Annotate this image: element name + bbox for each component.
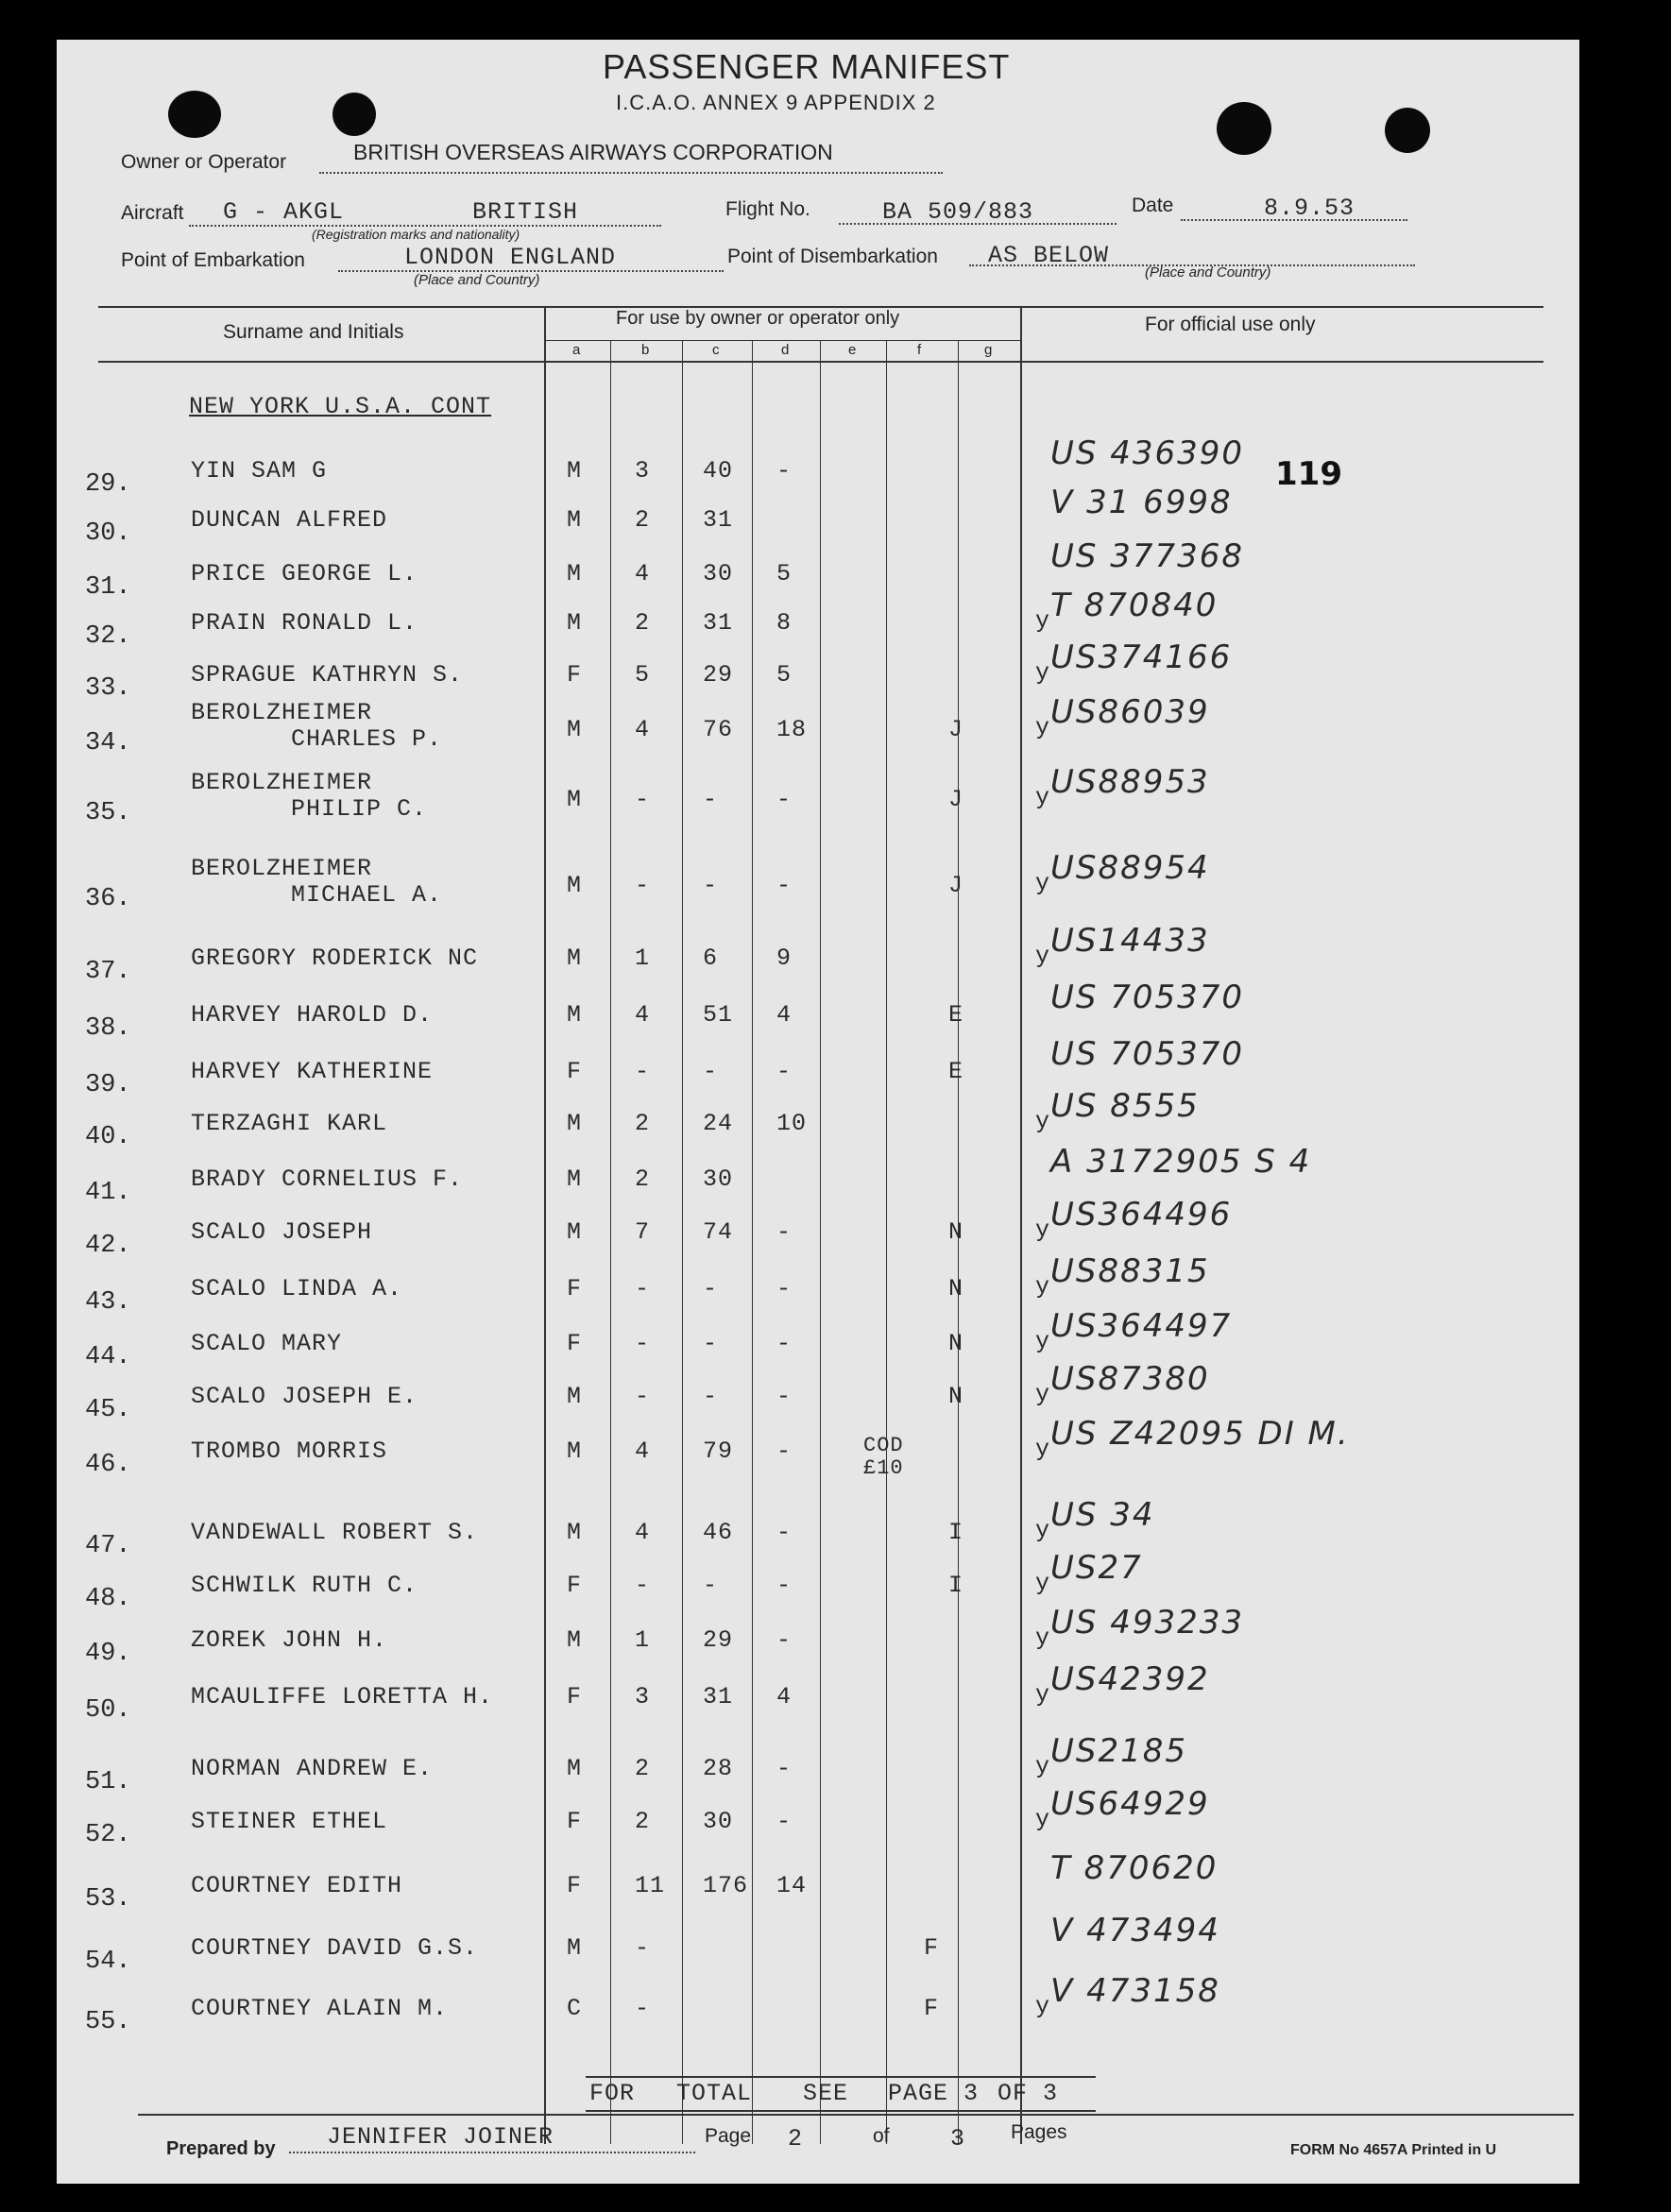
aircraft-line: [189, 225, 661, 227]
cell-a: M: [567, 1626, 583, 1654]
embark-line: [338, 270, 724, 272]
punch-hole: [168, 91, 221, 138]
col-rule: [1020, 306, 1022, 2144]
cell-y-mark: y: [1035, 714, 1051, 741]
page-title: PASSENGER MANIFEST: [603, 47, 1011, 86]
cell-a: F: [567, 1683, 583, 1710]
date-value: 8.9.53: [1264, 195, 1356, 222]
page-stamp-number: 119: [1275, 455, 1342, 493]
cell-g: J: [948, 716, 964, 743]
row-number: 36.: [85, 885, 131, 913]
total-row-top: [586, 2076, 1096, 2078]
cell-c: 24: [703, 1110, 734, 1137]
cell-b: 7: [635, 1218, 651, 1246]
cell-c: 79: [703, 1438, 734, 1465]
official-handwritten-number: US 705370: [1050, 978, 1245, 1016]
row-number: 48.: [85, 1585, 131, 1613]
cell-b: 4: [635, 1438, 651, 1465]
total-row-cell: OF 3: [997, 2080, 1059, 2107]
table-header-bottom: [98, 361, 1543, 363]
cell-y-mark: y: [1035, 1273, 1051, 1301]
cell-a: F: [567, 1808, 583, 1835]
passenger-name: BEROLZHEIMER: [191, 855, 373, 882]
official-handwritten-number: US64929: [1050, 1785, 1210, 1823]
cell-c: -: [703, 786, 719, 813]
row-number: 40.: [85, 1123, 131, 1151]
operator-subheader-line: [546, 340, 1022, 341]
row-number: 53.: [85, 1885, 131, 1914]
row-number: 35.: [85, 799, 131, 827]
cell-a: M: [567, 1519, 583, 1546]
total-row-cell: FOR: [589, 2080, 636, 2107]
cell-b: 11: [635, 1872, 666, 1899]
cell-d: 5: [776, 560, 793, 587]
official-handwritten-number: US88953: [1050, 763, 1210, 801]
cell-a: F: [567, 1058, 583, 1085]
total-row-cell: SEE: [803, 2080, 849, 2107]
cell-b: -: [635, 1275, 651, 1302]
cell-a: M: [567, 1110, 583, 1137]
passenger-name-line2: PHILIP C.: [291, 795, 428, 823]
cell-a: M: [567, 1438, 583, 1465]
passenger-name: YIN SAM G: [191, 457, 328, 485]
col-official-header: For official use only: [1145, 314, 1316, 335]
row-number: 37.: [85, 958, 131, 986]
total-row-cell: TOTAL: [676, 2080, 753, 2107]
cell-d: 10: [776, 1110, 808, 1137]
col-rule: [682, 340, 683, 2144]
cell-c: 29: [703, 1626, 734, 1654]
passenger-name: TROMBO MORRIS: [191, 1438, 388, 1465]
total-row-cell: PAGE 3: [888, 2080, 980, 2107]
col-rule: [820, 340, 821, 2144]
section-heading: NEW YORK U.S.A. CONT: [189, 393, 492, 420]
cell-y-mark: y: [1035, 1517, 1051, 1544]
passenger-name: MCAULIFFE LORETTA H.: [191, 1683, 494, 1710]
official-handwritten-number: US364496: [1050, 1196, 1233, 1234]
cell-c: 30: [703, 1808, 734, 1835]
cell-b: 2: [635, 1755, 651, 1782]
official-handwritten-number: US 8555: [1050, 1087, 1200, 1125]
passenger-name: PRICE GEORGE L.: [191, 560, 418, 587]
owner-label: Owner or Operator: [121, 151, 287, 173]
total-row-bottom: [586, 2110, 1096, 2112]
date-line: [1181, 219, 1407, 221]
official-handwritten-number: US27: [1050, 1549, 1143, 1587]
official-handwritten-number: T 870620: [1050, 1849, 1219, 1887]
cell-c: 40: [703, 457, 734, 485]
cell-d: -: [776, 1275, 793, 1302]
row-number: 55.: [85, 2008, 131, 2036]
cell-c: -: [703, 1383, 719, 1410]
official-handwritten-number: US88954: [1050, 849, 1210, 887]
subcol-label-c: c: [712, 342, 720, 358]
col-operator-header: For use by owner or operator only: [616, 308, 900, 329]
cell-g: N: [948, 1275, 964, 1302]
cell-a: M: [567, 1218, 583, 1246]
row-number: 44.: [85, 1343, 131, 1371]
cell-e-line2: £10: [863, 1456, 904, 1480]
row-number: 49.: [85, 1640, 131, 1668]
punch-hole: [332, 93, 376, 136]
pages-label: Pages: [1011, 2121, 1067, 2143]
passenger-name: SPRAGUE KATHRYN S.: [191, 661, 464, 689]
manifest-sheet: [57, 40, 1579, 2184]
row-number: 46.: [85, 1451, 131, 1479]
cell-d: -: [776, 1572, 793, 1599]
passenger-name: SCALO JOSEPH: [191, 1218, 373, 1246]
official-handwritten-number: US364497: [1050, 1307, 1233, 1345]
cell-a: M: [567, 786, 583, 813]
cell-c: -: [703, 1330, 719, 1357]
cell-y-mark: y: [1035, 1753, 1051, 1780]
cell-a: M: [567, 1934, 583, 1962]
official-handwritten-number: V 473494: [1050, 1912, 1220, 1949]
cell-a: F: [567, 1275, 583, 1302]
subcol-label-b: b: [641, 342, 650, 358]
cell-b: -: [635, 872, 651, 899]
cell-a: M: [567, 716, 583, 743]
prepared-label: Prepared by: [166, 2138, 276, 2159]
official-handwritten-number: US87380: [1050, 1360, 1210, 1398]
row-number: 38.: [85, 1014, 131, 1043]
row-number: 34.: [85, 729, 131, 757]
col-rule: [752, 340, 753, 2144]
cell-y-mark: y: [1035, 659, 1051, 687]
cell-a: M: [567, 1755, 583, 1782]
cell-d: -: [776, 786, 793, 813]
cell-b: 5: [635, 661, 651, 689]
passenger-name: NORMAN ANDREW E.: [191, 1755, 434, 1782]
cell-d: 4: [776, 1683, 793, 1710]
cell-e: COD: [863, 1434, 904, 1457]
cell-a: F: [567, 1872, 583, 1899]
passenger-name: STEINER ETHEL: [191, 1808, 388, 1835]
prepared-line: [289, 2152, 695, 2153]
cell-c: 29: [703, 661, 734, 689]
cell-b: -: [635, 1058, 651, 1085]
cell-y-mark: y: [1035, 1108, 1051, 1135]
official-handwritten-number: US Z42095 DI M.: [1050, 1415, 1350, 1453]
flight-line: [839, 223, 1117, 225]
passenger-name: COURTNEY EDITH: [191, 1872, 403, 1899]
row-number: 45.: [85, 1396, 131, 1424]
row-number: 39.: [85, 1071, 131, 1099]
cell-d: -: [776, 1519, 793, 1546]
cell-a: F: [567, 1330, 583, 1357]
cell-a: F: [567, 661, 583, 689]
row-number: 29.: [85, 470, 131, 499]
cell-a: M: [567, 560, 583, 587]
cell-f: F: [924, 1995, 940, 2022]
cell-d: 14: [776, 1872, 808, 1899]
cell-b: 2: [635, 1110, 651, 1137]
passenger-name: SCALO MARY: [191, 1330, 343, 1357]
row-number: 50.: [85, 1696, 131, 1725]
official-handwritten-number: US14433: [1050, 922, 1210, 960]
page-label: Page: [705, 2125, 752, 2147]
subcol-label-f: f: [917, 342, 922, 358]
cell-a: M: [567, 457, 583, 485]
cell-y-mark: y: [1035, 1681, 1051, 1709]
owner-line: [319, 172, 943, 174]
cell-b: 2: [635, 609, 651, 637]
passenger-name-line2: CHARLES P.: [291, 725, 443, 753]
col-rule: [610, 340, 611, 2144]
passenger-name: ZOREK JOHN H.: [191, 1626, 388, 1654]
cell-d: -: [776, 1755, 793, 1782]
flight-label: Flight No.: [725, 198, 810, 220]
cell-d: 4: [776, 1001, 793, 1029]
cell-c: 30: [703, 1166, 734, 1193]
cell-a: F: [567, 1572, 583, 1599]
cell-b: -: [635, 1934, 651, 1962]
cell-c: 30: [703, 560, 734, 587]
cell-d: 8: [776, 609, 793, 637]
cell-d: -: [776, 1218, 793, 1246]
cell-a: M: [567, 506, 583, 534]
row-number: 30.: [85, 519, 131, 548]
cell-d: -: [776, 872, 793, 899]
passenger-name: HARVEY HAROLD D.: [191, 1001, 434, 1029]
passenger-name: BEROLZHEIMER: [191, 699, 373, 726]
cell-b: 2: [635, 506, 651, 534]
cell-c: -: [703, 1275, 719, 1302]
cell-c: 76: [703, 716, 734, 743]
form-number: FORM No 4657A Printed in U: [1290, 2142, 1497, 2158]
official-handwritten-number: US42392: [1050, 1660, 1210, 1698]
cell-c: 31: [703, 609, 734, 637]
cell-b: 4: [635, 1001, 651, 1029]
col-rule: [544, 306, 546, 2144]
cell-a: M: [567, 944, 583, 972]
passenger-name: VANDEWALL ROBERT S.: [191, 1519, 479, 1546]
cell-g: I: [948, 1519, 964, 1546]
cell-d: -: [776, 1438, 793, 1465]
cell-c: 31: [703, 506, 734, 534]
cell-d: 9: [776, 944, 793, 972]
subcol-label-g: g: [984, 342, 993, 358]
flight-value: BA 509/883: [882, 198, 1034, 226]
cell-b: -: [635, 1572, 651, 1599]
cell-c: 28: [703, 1755, 734, 1782]
cell-y-mark: y: [1035, 1217, 1051, 1244]
passenger-name-line2: MICHAEL A.: [291, 881, 443, 909]
cell-a: M: [567, 1001, 583, 1029]
official-handwritten-number: A 3172905 S 4: [1050, 1143, 1312, 1181]
cell-d: -: [776, 1626, 793, 1654]
page-value: 2: [788, 2125, 804, 2152]
cell-y-mark: y: [1035, 1993, 1051, 2020]
cell-d: -: [776, 1808, 793, 1835]
cell-d: -: [776, 1383, 793, 1410]
cell-b: 2: [635, 1166, 651, 1193]
cell-b: -: [635, 786, 651, 813]
col-surname-header: Surname and Initials: [223, 321, 404, 343]
cell-d: -: [776, 1058, 793, 1085]
cell-y-mark: y: [1035, 1806, 1051, 1833]
cell-g: N: [948, 1383, 964, 1410]
official-handwritten-number: US 493233: [1050, 1604, 1245, 1642]
official-handwritten-number: US374166: [1050, 638, 1233, 676]
cell-y-mark: y: [1035, 1570, 1051, 1597]
disembark-label: Point of Disembarkation: [727, 246, 938, 267]
cell-a: M: [567, 1166, 583, 1193]
official-handwritten-number: US86039: [1050, 693, 1210, 731]
passenger-name: HARVEY KATHERINE: [191, 1058, 434, 1085]
cell-y-mark: y: [1035, 607, 1051, 635]
row-number: 42.: [85, 1232, 131, 1260]
subcol-label-e: e: [848, 342, 857, 358]
cell-b: 4: [635, 1519, 651, 1546]
punch-hole: [1385, 108, 1430, 153]
official-handwritten-number: V 473158: [1050, 1972, 1220, 2010]
cell-a: M: [567, 609, 583, 637]
cell-y-mark: y: [1035, 870, 1051, 897]
disembark-line: [969, 264, 1415, 266]
cell-b: -: [635, 1383, 651, 1410]
cell-g: E: [948, 1001, 964, 1029]
subcol-label-a: a: [572, 342, 581, 358]
cell-g: I: [948, 1572, 964, 1599]
cell-b: -: [635, 1330, 651, 1357]
cell-b: 2: [635, 1808, 651, 1835]
aircraft-nationality: BRITISH: [472, 198, 579, 226]
of-value: 3: [950, 2125, 966, 2152]
aircraft-value: G - AKGL: [223, 198, 345, 226]
cell-y-mark: y: [1035, 1381, 1051, 1408]
cell-c: -: [703, 1058, 719, 1085]
cell-y-mark: y: [1035, 1328, 1051, 1355]
cell-g: J: [948, 872, 964, 899]
punch-hole: [1217, 102, 1271, 155]
cell-c: 176: [703, 1872, 749, 1899]
official-handwritten-number: V 31 6998: [1050, 484, 1233, 521]
embark-label: Point of Embarkation: [121, 249, 305, 271]
official-handwritten-number: US 34: [1050, 1496, 1155, 1534]
cell-y-mark: y: [1035, 1625, 1051, 1652]
row-number: 43.: [85, 1288, 131, 1317]
cell-b: 1: [635, 944, 651, 972]
cell-a: M: [567, 1383, 583, 1410]
cell-b: 1: [635, 1626, 651, 1654]
passenger-name: PRAIN RONALD L.: [191, 609, 418, 637]
passenger-name: COURTNEY DAVID G.S.: [191, 1934, 479, 1962]
cell-c: 51: [703, 1001, 734, 1029]
passenger-name: SCALO JOSEPH E.: [191, 1383, 418, 1410]
cell-f: F: [924, 1934, 940, 1962]
cell-d: -: [776, 457, 793, 485]
cell-c: -: [703, 1572, 719, 1599]
cell-c: -: [703, 872, 719, 899]
passenger-name: GREGORY RODERICK NC: [191, 944, 479, 972]
cell-a: C: [567, 1995, 583, 2022]
passenger-name: DUNCAN ALFRED: [191, 506, 388, 534]
cell-g: E: [948, 1058, 964, 1085]
aircraft-label: Aircraft: [121, 202, 184, 224]
cell-g: N: [948, 1330, 964, 1357]
subcol-label-d: d: [781, 342, 790, 358]
row-number: 41.: [85, 1179, 131, 1207]
cell-c: 6: [703, 944, 719, 972]
passenger-name: SCALO LINDA A.: [191, 1275, 403, 1302]
official-handwritten-number: US 705370: [1050, 1035, 1245, 1073]
cell-b: 4: [635, 560, 651, 587]
cell-b: 3: [635, 1683, 651, 1710]
cell-c: 31: [703, 1683, 734, 1710]
owner-value: BRITISH OVERSEAS AIRWAYS CORPORATION: [353, 140, 833, 164]
row-number: 32.: [85, 622, 131, 651]
cell-b: 4: [635, 716, 651, 743]
embark-value: LONDON ENGLAND: [404, 244, 617, 271]
disembark-value: AS BELOW: [988, 242, 1110, 269]
passenger-name: SCHWILK RUTH C.: [191, 1572, 418, 1599]
prepared-value: JENNIFER JOINER: [327, 2123, 554, 2151]
cell-b: 3: [635, 457, 651, 485]
aircraft-note: (Registration marks and nationality): [312, 227, 520, 242]
official-handwritten-number: US 436390: [1050, 434, 1245, 472]
row-number: 47.: [85, 1532, 131, 1560]
passenger-name: COURTNEY ALAIN M.: [191, 1995, 449, 2022]
cell-d: 18: [776, 716, 808, 743]
row-number: 51.: [85, 1768, 131, 1796]
page-subtitle: I.C.A.O. ANNEX 9 APPENDIX 2: [616, 91, 936, 114]
row-number: 54.: [85, 1948, 131, 1976]
cell-c: 46: [703, 1519, 734, 1546]
cell-b: -: [635, 1995, 651, 2022]
passenger-name: TERZAGHI KARL: [191, 1110, 388, 1137]
passenger-name: BRADY CORNELIUS F.: [191, 1166, 464, 1193]
cell-y-mark: y: [1035, 1436, 1051, 1463]
cell-y-mark: y: [1035, 784, 1051, 811]
cell-g: J: [948, 786, 964, 813]
footer-rule: [138, 2114, 1574, 2116]
col-rule: [886, 340, 887, 2144]
cell-c: 74: [703, 1218, 734, 1246]
official-handwritten-number: T 870840: [1050, 587, 1219, 624]
row-number: 33.: [85, 674, 131, 703]
official-handwritten-number: US88315: [1050, 1252, 1210, 1290]
of-label: of: [873, 2125, 890, 2147]
embark-note: (Place and Country): [414, 272, 540, 288]
official-handwritten-number: US 377368: [1050, 537, 1245, 575]
row-number: 52.: [85, 1821, 131, 1849]
date-label: Date: [1132, 195, 1174, 216]
cell-y-mark: y: [1035, 943, 1051, 970]
passenger-name: BEROLZHEIMER: [191, 769, 373, 796]
official-handwritten-number: US2185: [1050, 1732, 1187, 1770]
row-number: 31.: [85, 573, 131, 602]
cell-g: N: [948, 1218, 964, 1246]
cell-d: -: [776, 1330, 793, 1357]
cell-a: M: [567, 872, 583, 899]
cell-d: 5: [776, 661, 793, 689]
disembark-note: (Place and Country): [1145, 264, 1271, 281]
